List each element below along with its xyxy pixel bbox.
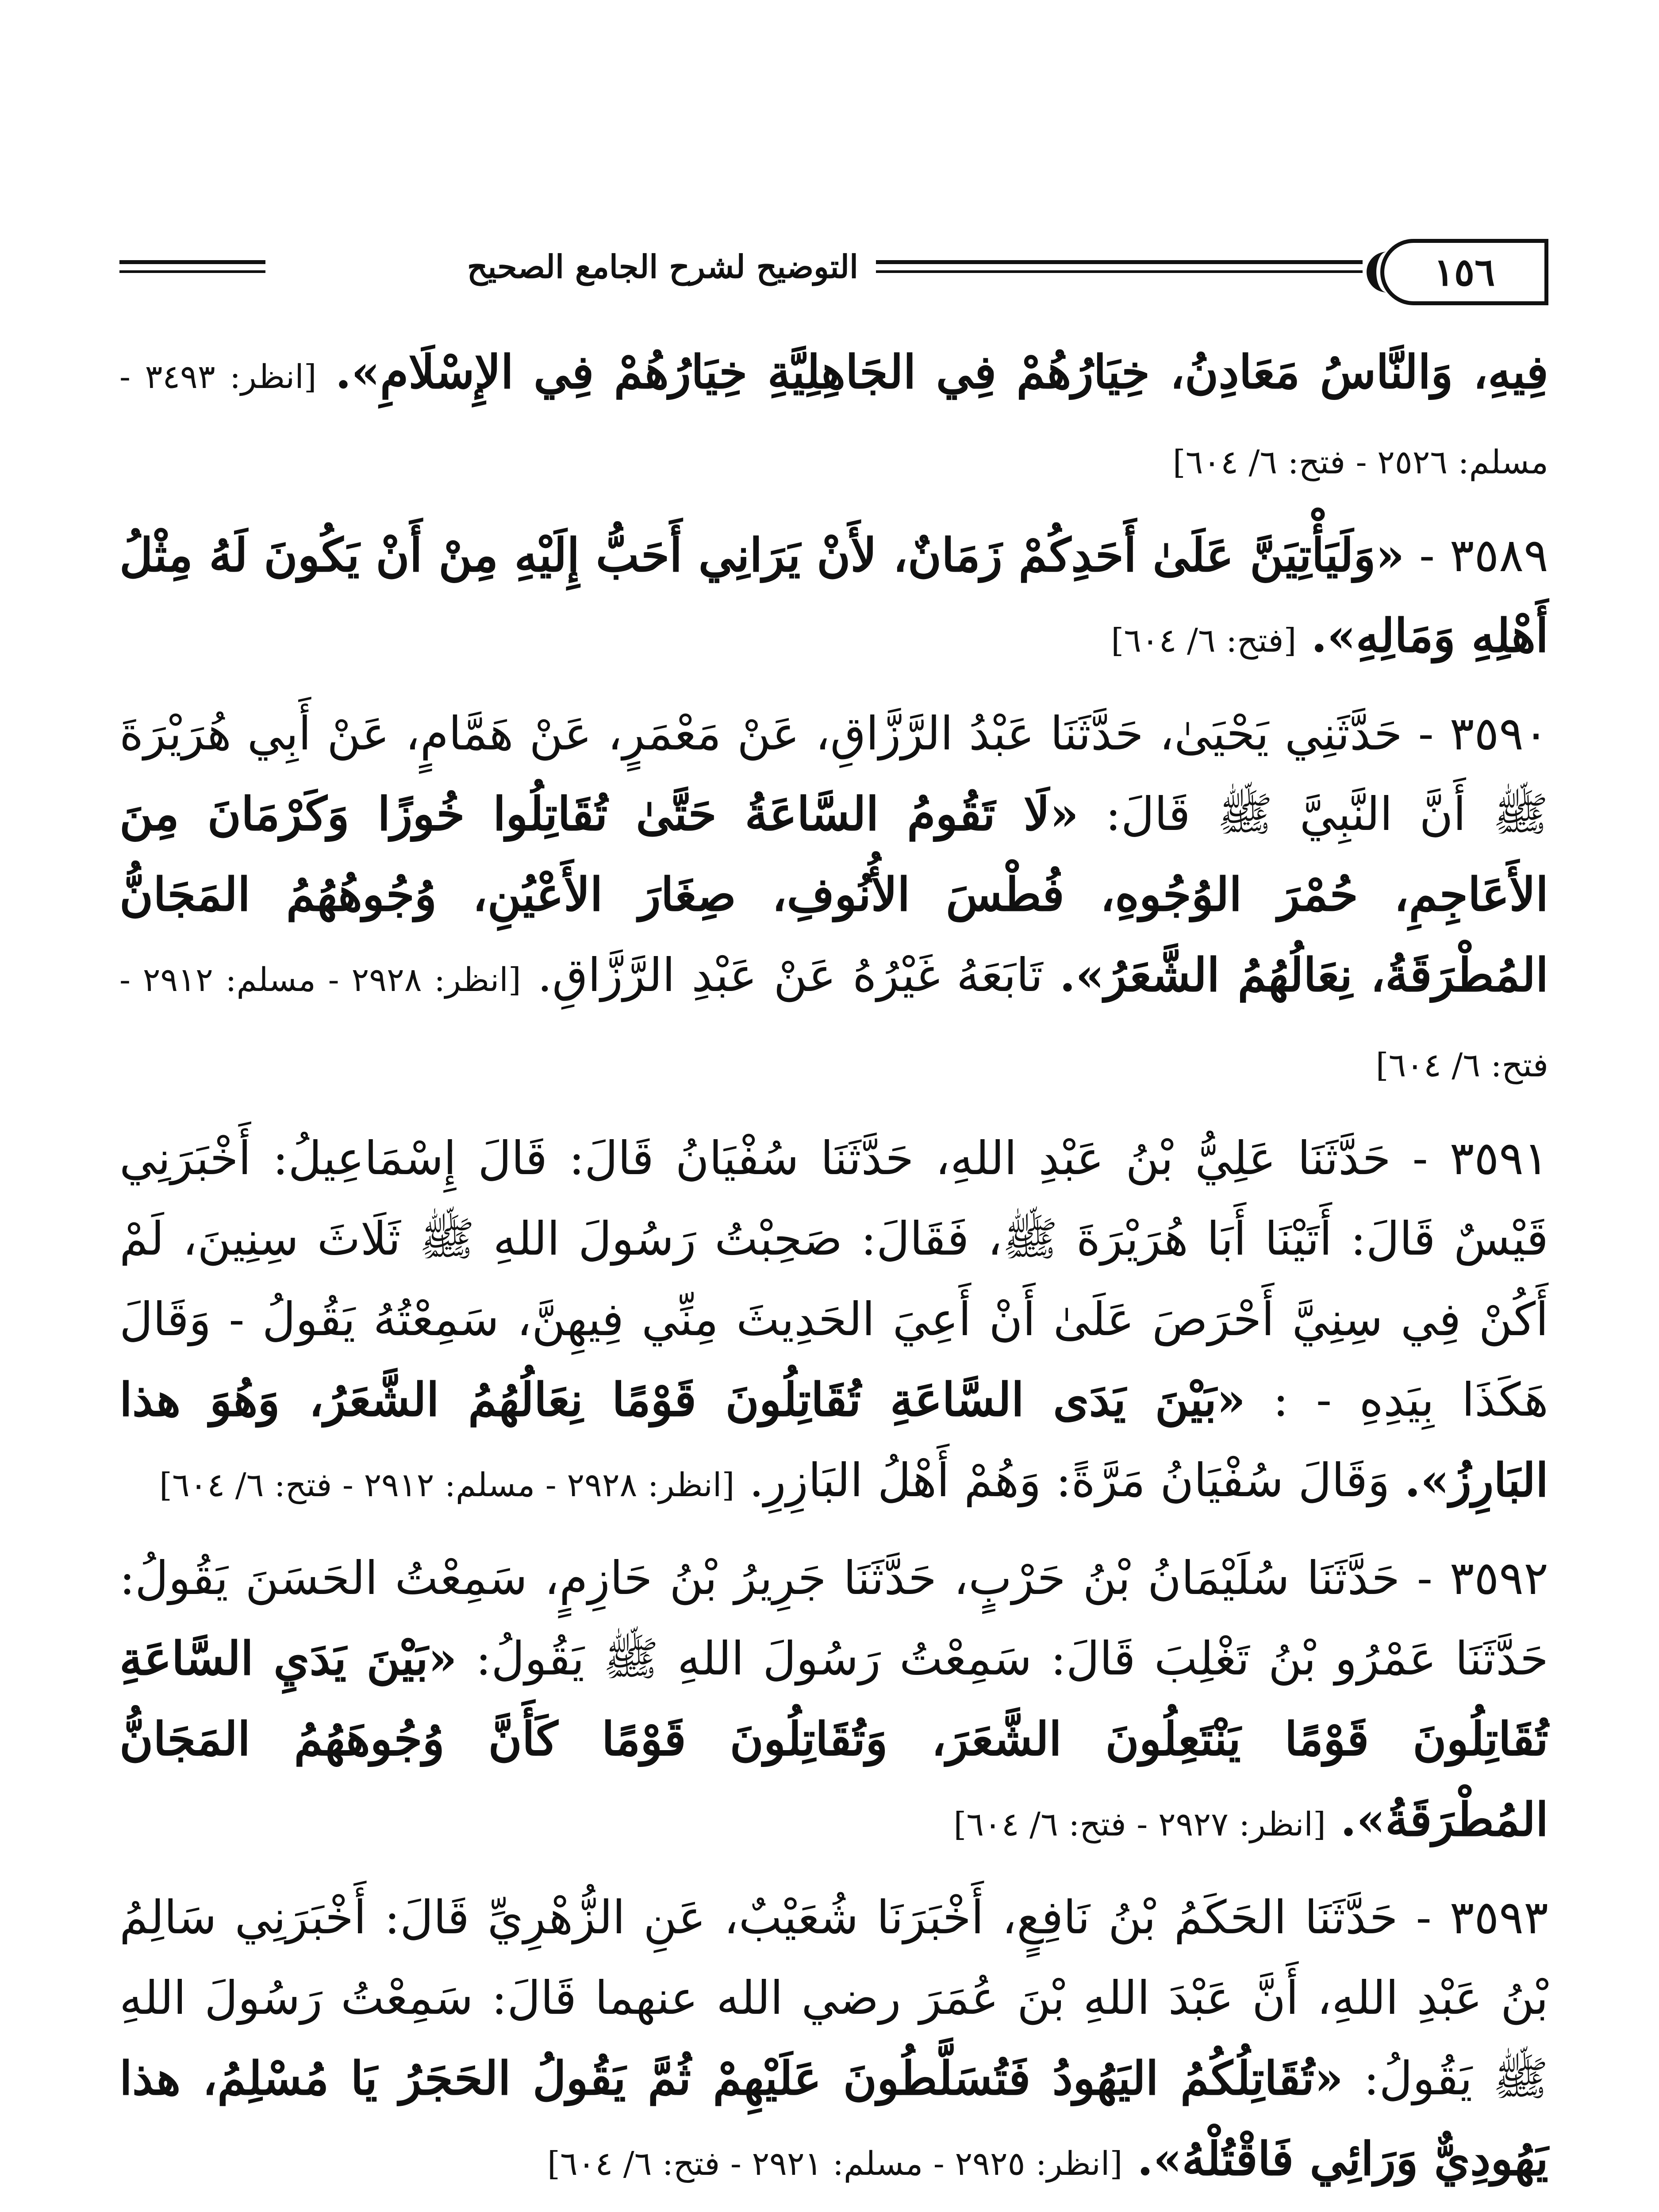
- hadith-matn: «وَلَيَأْتِيَنَّ عَلَىٰ أَحَدِكُمْ زَمَانٌ، لأَنْ يَرَانِي أَحَبُّ إِلَيْهِ مِنْ أَنْ يَكُونَ لَهُ مِثْلُ أَهْلِهِ وَمَالِهِ».: [119, 528, 1548, 663]
- header-rule-right: [876, 260, 1363, 273]
- hadith-reference: [انظر: ٣٤٩٣ - مسلم: ٢٥٢٦ - فتح: ٦/ ٦٠٤]: [119, 358, 1548, 481]
- hadith-isnad: ٣٥٩٢ - حَدَّثَنَا سُلَيْمَانُ بْنُ حَرْبٍ، حَدَّثَنَا جَرِيرُ بْنُ حَازِمٍ، سَمِعْتُ الحَسَنَ يَقُولُ: حَدَّثَنَا عَمْرُو بْنُ تَغْلِبَ قَالَ: سَمِعْتُ رَسُولَ اللهِ ﷺ يَقُولُ:: [119, 1551, 1548, 1686]
- hadith-matn: فِيهِ، وَالنَّاسُ مَعَادِنُ، خِيَارُهُمْ فِي الجَاهِلِيَّةِ خِيَارُهُمْ فِي الإِسْلَامِ».: [335, 345, 1549, 399]
- hadith-note: تَابَعَهُ غَيْرُهُ عَنْ عَبْدِ الرَّزَّاقِ.: [521, 948, 1060, 1002]
- hadith-reference: [انظر: ٢٩٢٨ - مسلم: ٢٩١٢ - فتح: ٦/ ٦٠٤]: [119, 961, 1548, 1084]
- hadith-entry: [119, 1877, 1548, 2204]
- hadith-reference: [انظر: ٢٩٢٨ - مسلم: ٢٩١٢ - فتح: ٦/ ٦٠٤]: [159, 1466, 735, 1504]
- hadith-isnad: ٣٥٩٣ - حَدَّثَنَا الحَكَمُ بْنُ نَافِعٍ، أَخْبَرَنَا شُعَيْبٌ، عَنِ الزُّهْرِيِّ قَالَ: أَخْبَرَنِي سَالِمُ بْنُ عَبْدِ اللهِ، أَنَّ عَبْدَ اللهِ بْنَ عُمَرَ رضي الله عنهما قَالَ: سَمِعْتُ رَسُولَ اللهِ ﷺ يَقُولُ:: [119, 1890, 1549, 2105]
- hadith-entry: [119, 1538, 1548, 1865]
- hadith-matn: «بَيْنَ يَدَيِ السَّاعَةِ تُقَاتِلُونَ قَوْمًا يَنْتَعِلُونَ الشَّعَرَ، وَتُقَاتِلُونَ قَوْمًا كَأَنَّ وُجُوهَهُمُ المَجَانُّ المُطْرَقَةُ».: [119, 1631, 1548, 1847]
- header-rule-left: [119, 260, 265, 273]
- hadith-isnad: ٣٥٨٩ -: [1404, 528, 1548, 582]
- hadith-isnad: ٣٥٩١ - حَدَّثَنَا عَلِيُّ بْنُ عَبْدِ اللهِ، حَدَّثَنَا سُفْيَانُ قَالَ: قَالَ إِسْمَاعِيلُ: أَخْبَرَنِي قَيْسٌ قَالَ: أَتَيْنَا أَبَا هُرَيْرَةَ ﷺ، فَقَالَ: صَحِبْتُ رَسُولَ اللهِ ﷺ ثَلَاثَ سِنِينَ، لَمْ أَكُنْ فِي سِنِيَّ أَحْرَصَ عَلَىٰ أَنْ أَعِيَ الحَدِيثَ مِنِّي فِيهِنَّ، سَمِعْتُهُ يَقُولُ - وَقَالَ هَكَذَا بِيَدِهِ - :: [119, 1131, 1548, 1427]
- running-header: [119, 230, 1548, 314]
- hadith-entry: [119, 1118, 1548, 1525]
- hadith-text: [119, 332, 1548, 2212]
- hadith-entry: [119, 693, 1548, 1106]
- hadith-matn: «بَيْنَ يَدَى السَّاعَةِ تُقَاتِلُونَ قَوْمًا نِعَالُهُمُ الشَّعَرُ، وَهُوَ هذا البَارِزُ».: [119, 1372, 1548, 1507]
- hadith-isnad: ٣٥٩٠ - حَدَّثَنِي يَحْيَىٰ، حَدَّثَنَا عَبْدُ الرَّزَّاقِ، عَنْ مَعْمَرٍ، عَنْ هَمَّامٍ، عَنْ أَبِي هُرَيْرَةَ ﷺ أَنَّ النَّبِيَّ ﷺ قَالَ:: [119, 707, 1549, 841]
- book-page: [119, 230, 1548, 2212]
- hadith-entry: [119, 515, 1548, 681]
- page-number-badge: [1380, 239, 1548, 305]
- hadith-reference: [فتح: ٦/ ٦٠٤]: [1111, 622, 1297, 660]
- hadith-matn: «تُقَاتِلُكُمُ اليَهُودُ فَتُسَلَّطُونَ عَلَيْهِمْ ثُمَّ يَقُولُ الحَجَرُ يَا مُسْلِمُ، هذا يَهُودِيٌّ وَرَائِي فَاقْتُلْهُ».: [119, 2051, 1548, 2186]
- book-title: التوضيح لشرح الجامع الصحيح: [467, 248, 858, 285]
- page-number: ١٥٦: [1433, 250, 1495, 295]
- hadith-matn: «لَا تَقُومُ السَّاعَةُ حَتَّىٰ تُقَاتِلُوا خُوزًا وَكَرْمَانَ مِنَ الأَعَاجِمِ، حُمْرَ الوُجُوهِ، فُطْسَ الأُنُوفِ، صِغَارَ الأَعْيُنِ، وُجُوهُهُمُ المَجَانُّ المُطْرَقَةُ، نِعَالُهُمُ الشَّعَرُ».: [119, 787, 1549, 1002]
- hadith-reference: [انظر: ٢٩٢٥ - مسلم: ٢٩٢١ - فتح: ٦/ ٦٠٤]: [547, 2145, 1123, 2183]
- hadith-note: وَقَالَ سُفْيَانُ مَرَّةً: وَهُمْ أَهْلُ البَازِرِ.: [734, 1453, 1405, 1507]
- hadith-entry: [119, 332, 1548, 503]
- hadith-reference: [انظر: ٢٩٢٧ - فتح: ٦/ ٦٠٤]: [953, 1805, 1326, 1843]
